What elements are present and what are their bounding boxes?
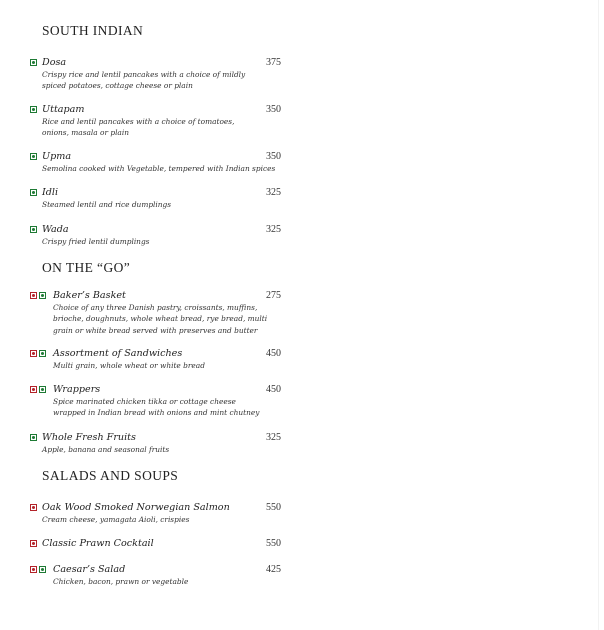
diet-badges bbox=[30, 566, 46, 573]
section-title-on-the-go: ON THE “GO” bbox=[42, 260, 131, 275]
veg-icon bbox=[39, 566, 46, 573]
item-price: 550 bbox=[266, 502, 281, 513]
veg-icon bbox=[30, 189, 37, 196]
section-title-south-indian: SOUTH INDIAN bbox=[42, 23, 144, 38]
veg-icon bbox=[30, 434, 37, 441]
item-description: Spice marinated chicken tikka or cottage cheese wrapped in Indian bread with onions and mint chutney bbox=[53, 397, 260, 418]
item-name: Classic Prawn Cocktail bbox=[42, 538, 154, 549]
item-name: Dosa bbox=[42, 57, 67, 68]
item-price: 450 bbox=[266, 348, 281, 359]
page-edge bbox=[598, 0, 599, 630]
item-description: Choice of any three Danish pastry, croissants, muffins, brioche, doughnuts, whole wheat bread, rye bread, multi grain or white bread served with preserves and butter bbox=[53, 303, 268, 335]
item-price: 450 bbox=[266, 384, 281, 395]
item-name: Uttapam bbox=[42, 104, 85, 115]
veg-icon bbox=[30, 226, 37, 233]
veg-icon bbox=[30, 59, 37, 66]
item-description: Chicken, bacon, prawn or vegetable bbox=[53, 577, 189, 586]
item-description: Cream cheese, yamagata Aioli, crispies bbox=[42, 515, 190, 524]
item-description: Crispy fried lentil dumplings bbox=[42, 237, 150, 246]
diet-badges bbox=[30, 59, 37, 66]
item-description: Multi grain, whole wheat or white bread bbox=[53, 361, 205, 370]
veg-icon bbox=[39, 292, 46, 299]
diet-badges bbox=[30, 386, 46, 393]
section-title-salads-and-soups: SALADS AND SOUPS bbox=[42, 468, 179, 483]
item-name: Caesar’s Salad bbox=[53, 564, 126, 575]
veg-icon bbox=[39, 350, 46, 357]
item-price: 350 bbox=[266, 104, 281, 115]
item-description: Apple, banana and seasonal fruits bbox=[42, 445, 170, 454]
veg-icon bbox=[39, 386, 46, 393]
item-name: Baker’s Basket bbox=[53, 290, 126, 301]
nonveg-icon bbox=[30, 350, 37, 357]
diet-badges bbox=[30, 540, 37, 547]
item-name: Whole Fresh Fruits bbox=[42, 432, 136, 443]
diet-badges bbox=[30, 504, 37, 511]
nonveg-icon bbox=[30, 292, 37, 299]
item-name: Idli bbox=[42, 187, 59, 198]
item-price: 375 bbox=[266, 57, 281, 68]
nonveg-icon bbox=[30, 386, 37, 393]
diet-badges bbox=[30, 226, 37, 233]
veg-icon bbox=[30, 153, 37, 160]
item-name: Wada bbox=[42, 224, 69, 235]
item-name: Oak Wood Smoked Norwegian Salmon bbox=[42, 502, 230, 513]
diet-badges bbox=[30, 434, 37, 441]
diet-badges bbox=[30, 350, 46, 357]
item-description: Semolina cooked with Vegetable, tempered with Indian spices bbox=[42, 164, 276, 173]
veg-icon bbox=[30, 106, 37, 113]
item-name: Upma bbox=[42, 151, 72, 162]
diet-badges bbox=[30, 106, 37, 113]
item-price: 325 bbox=[266, 187, 281, 198]
nonveg-icon bbox=[30, 504, 37, 511]
nonveg-icon bbox=[30, 566, 37, 573]
diet-badges bbox=[30, 189, 37, 196]
diet-badges bbox=[30, 153, 37, 160]
item-price: 550 bbox=[266, 538, 281, 549]
nonveg-icon bbox=[30, 540, 37, 547]
item-price: 325 bbox=[266, 224, 281, 235]
item-name: Wrappers bbox=[53, 384, 101, 395]
item-description: Rice and lentil pancakes with a choice of tomatoes, onions, masala or plain bbox=[42, 117, 235, 138]
item-price: 350 bbox=[266, 151, 281, 162]
item-description: Crispy rice and lentil pancakes with a choice of mildly spiced potatoes, cottage cheese or plain bbox=[42, 70, 246, 91]
diet-badges bbox=[30, 292, 46, 299]
item-price: 325 bbox=[266, 432, 281, 443]
item-name: Assortment of Sandwiches bbox=[53, 348, 183, 359]
item-price: 425 bbox=[266, 564, 281, 575]
item-price: 275 bbox=[266, 290, 281, 301]
item-description: Steamed lentil and rice dumplings bbox=[42, 200, 172, 209]
